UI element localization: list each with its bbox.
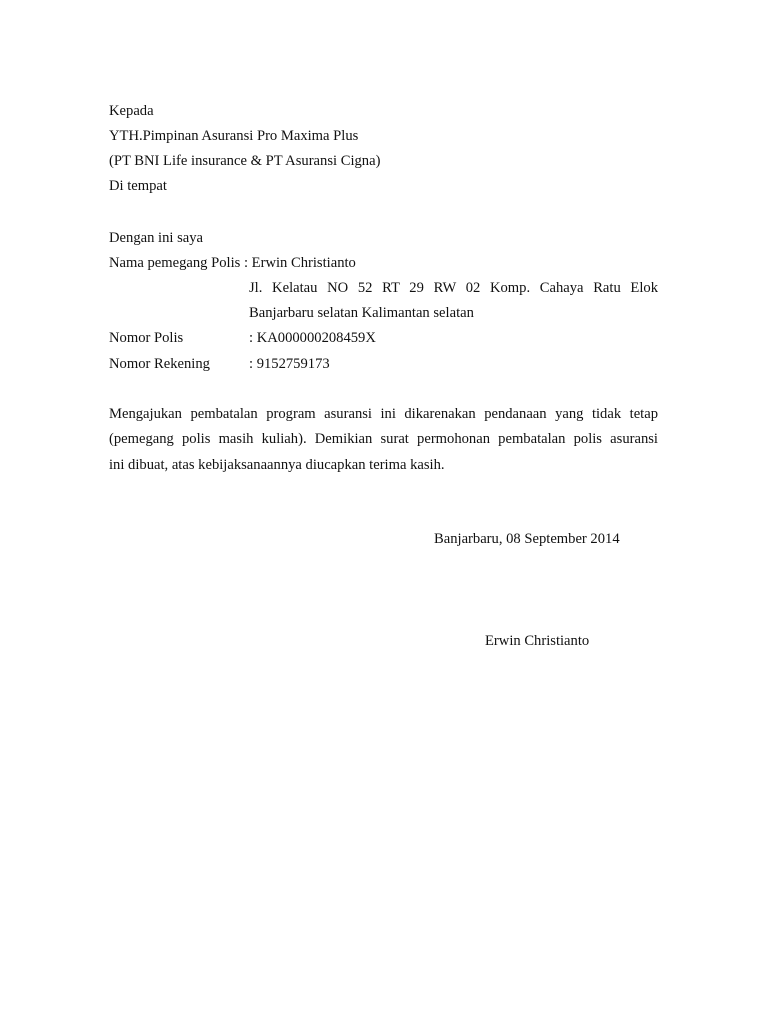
intro-text: Dengan ini saya — [109, 230, 204, 246]
policy-number-label: Nomor Polis — [109, 330, 184, 346]
address-line-2: Banjarbaru selatan Kalimantan selatan — [249, 305, 474, 321]
place-date: Banjarbaru, 08 September 2014 — [434, 531, 620, 547]
body-line-2: (pemegang polis masih kuliah). Demikian surat permohonan pembatalan polis asuransi — [109, 431, 658, 447]
account-number-value: : 9152759173 — [249, 356, 330, 372]
policy-number-value: : KA000000208459X — [249, 330, 376, 346]
recipient-name: YTH.Pimpinan Asuransi Pro Maxima Plus — [109, 128, 359, 144]
salutation: Kepada — [109, 103, 154, 119]
account-number-label: Nomor Rekening — [109, 356, 210, 372]
signature-name: Erwin Christianto — [485, 633, 590, 649]
body-line-1: Mengajukan pembatalan program asuransi ini dikarenakan pendanaan yang tidak tetap — [109, 406, 658, 422]
recipient-company: (PT BNI Life insurance & PT Asuransi Cigna) — [109, 153, 381, 169]
body-line-3: ini dibuat, atas kebijaksanaannya diucapkan terima kasih. — [109, 457, 445, 473]
holder-name-line: Nama pemegang Polis : Erwin Christianto — [109, 255, 356, 271]
recipient-location: Di tempat — [109, 178, 167, 194]
account-number-row — [109, 355, 330, 373]
address-line-1: Jl. Kelatau NO 52 RT 29 RW 02 Komp. Cahaya Ratu Elok — [249, 280, 658, 296]
policy-number-row — [109, 329, 376, 347]
